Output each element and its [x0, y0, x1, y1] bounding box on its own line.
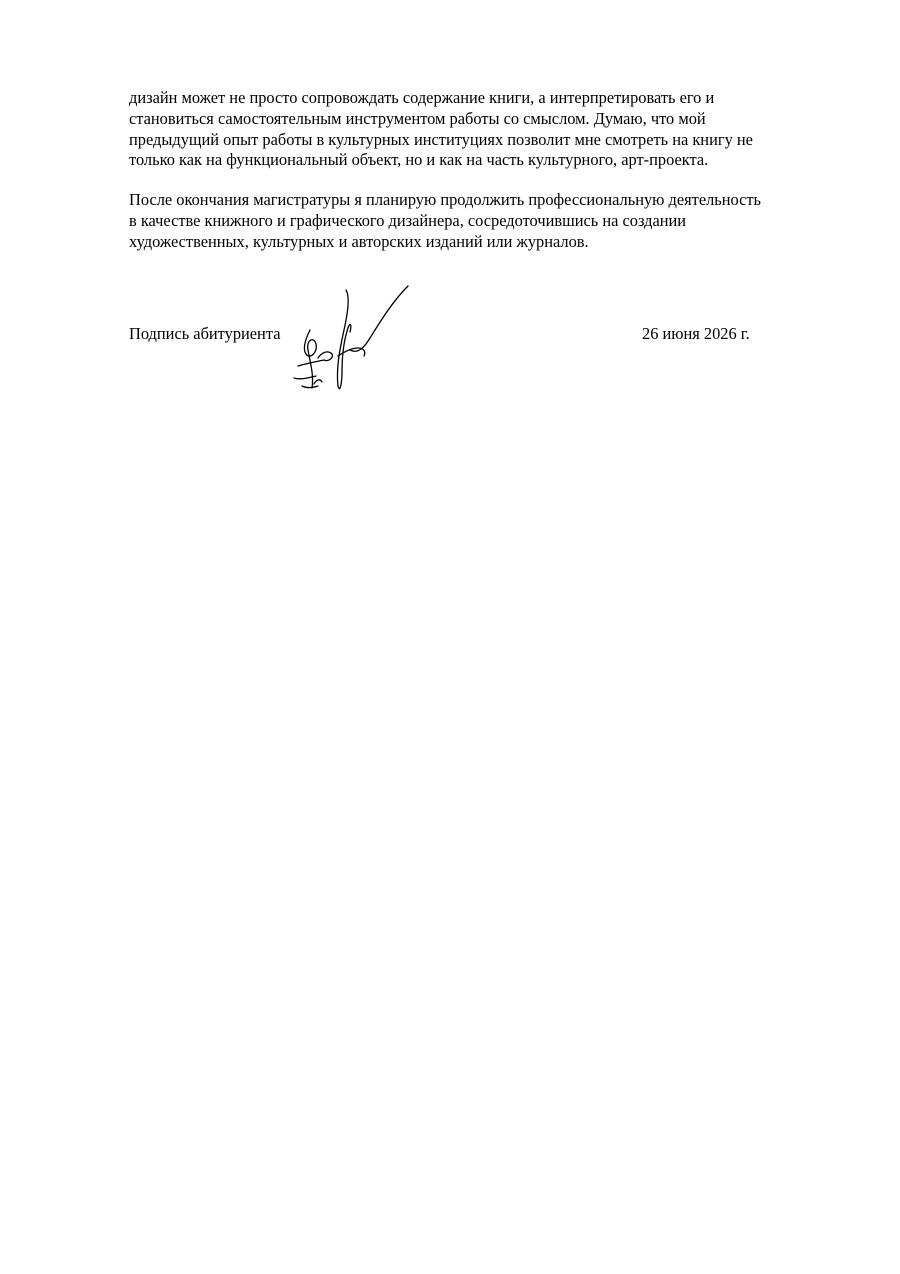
paragraph-line: только как на функциональный объект, но и как на часть культурного, арт-проекта. — [129, 150, 709, 170]
paragraph-1 — [129, 88, 829, 171]
paragraph-line: художественных, культурных и авторских изданий или журналов. — [129, 231, 589, 251]
signature-date: 26 июня 2026 г. — [642, 324, 750, 343]
handwritten-signature — [288, 282, 418, 400]
paragraph-line: дизайн может не просто сопровождать содержание книги, а интерпретировать его и — [129, 88, 715, 107]
paragraph-line: становиться самостоятельным инструментом работы со смыслом. Думаю, что мой — [129, 108, 706, 128]
paragraph-line: предыдущий опыт работы в культурных институциях позволит мне смотреть на книгу не — [129, 129, 753, 149]
paragraph-line: в качестве книжного и графического дизайнера, сосредоточившись на создании — [129, 210, 687, 230]
paragraph-line: После окончания магистратуры я планирую продолжить профессиональную деятельность — [129, 190, 762, 209]
paragraph-2 — [129, 190, 829, 252]
signature-label: Подпись абитуриента — [129, 324, 281, 343]
